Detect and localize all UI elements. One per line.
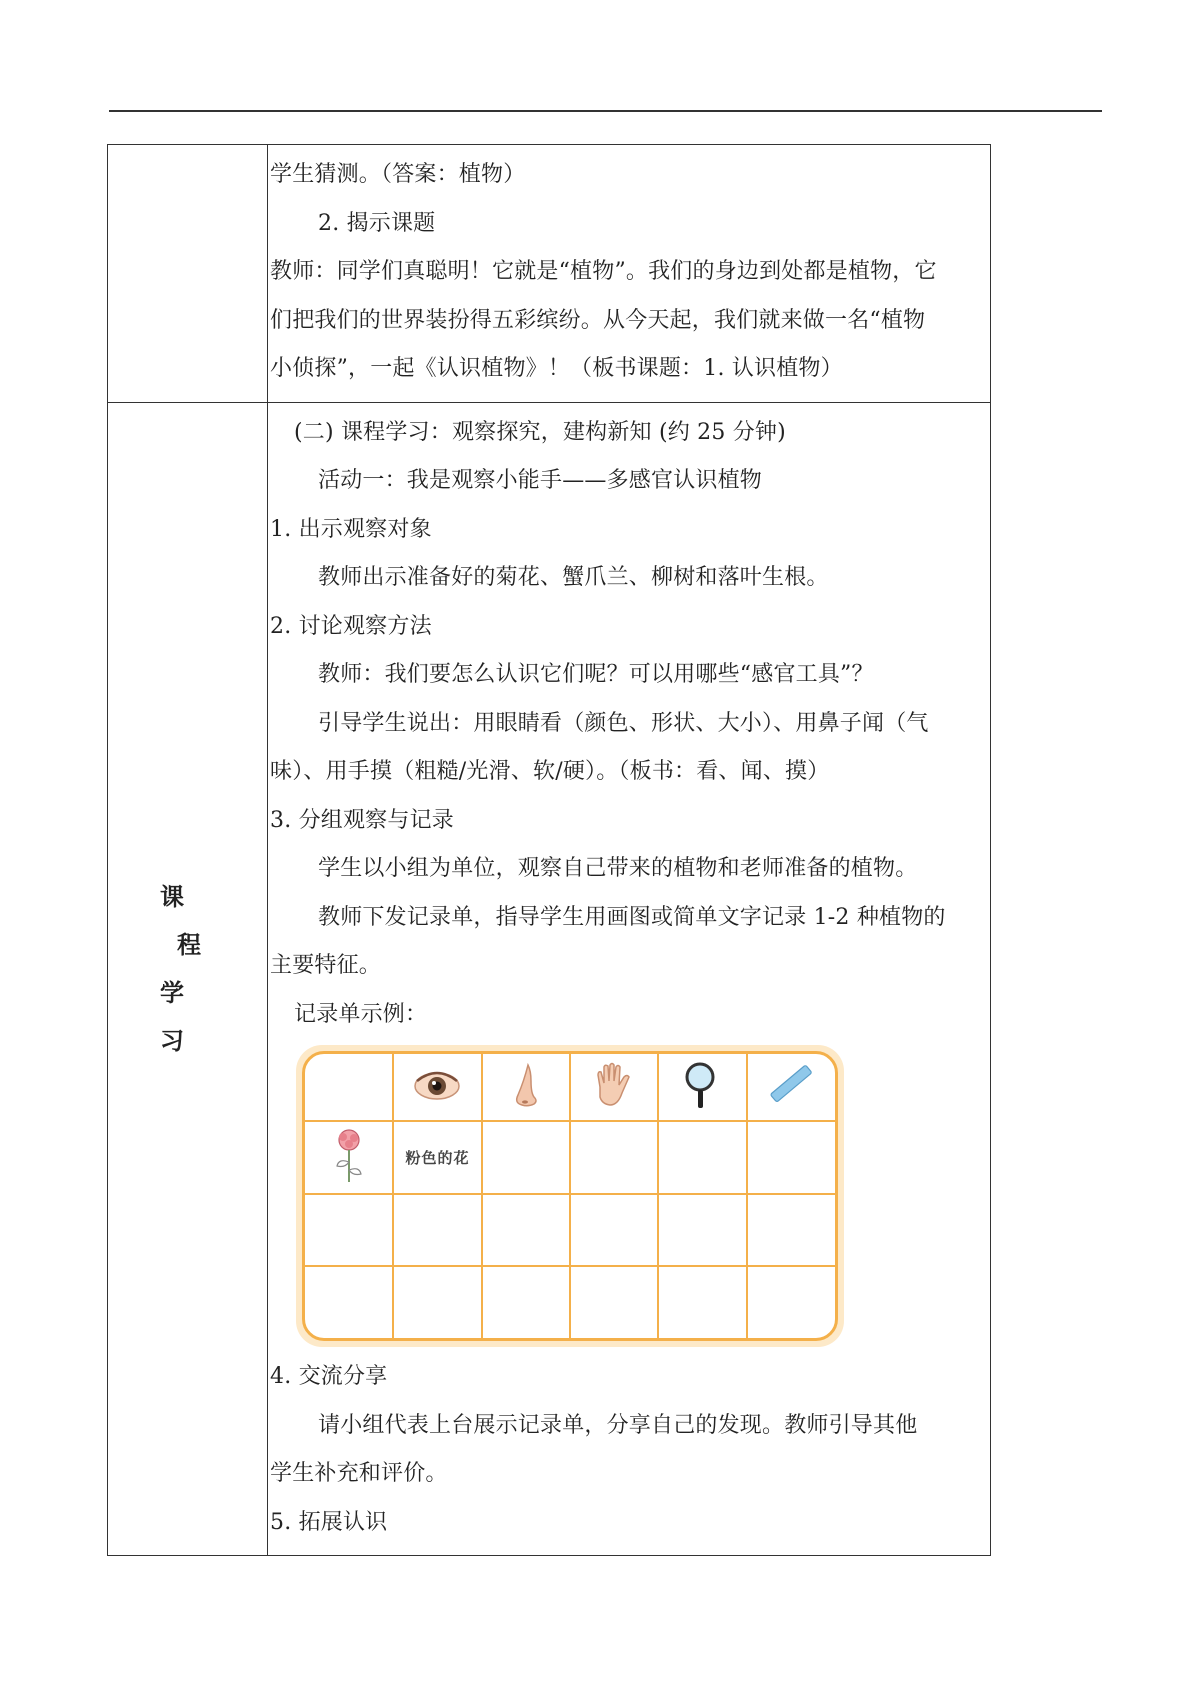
text-line: 引导学生说出：用眼睛看（颜色、形状、大小）、用鼻子闻（气 [318,710,929,736]
sheet-cell [570,1054,658,1121]
sheet-cell [658,1194,746,1267]
text-line: 味）、用手摸（粗糙/光滑、软/硬）。（板书：看、闻、摸） [270,759,830,784]
text-line: 教师下发记录单，指导学生用画图或简单文字记录 1-2 种植物的 [318,904,946,930]
subheading: 2. 揭示课题 [318,210,436,236]
text-line: 主要特征。 [270,953,382,978]
text-line: 们把我们的世界装扮得五彩缤纷。从今天起，我们就来做一名“植物 [270,307,926,333]
sheet-cell [482,1054,570,1121]
sheet-cell [747,1054,835,1121]
section-label-char: 学 [160,978,184,1007]
sheet-cell [305,1054,393,1121]
row-content-cell [268,145,991,403]
text-line: 小侦探”，一起《认识植物》！（板书课题：1. 认识植物） [270,356,843,381]
row-label-cell-empty [108,145,268,403]
table-row [108,402,991,1556]
text-line: 教师：我们要怎么认识它们呢？可以用哪些“感官工具”？ [318,662,874,687]
sheet-cell [658,1121,746,1194]
sheet-cell [393,1121,481,1194]
sheet-cell [305,1266,393,1338]
sheet-cell [747,1194,835,1267]
sheet-cell [393,1054,481,1121]
text-line: 教师出示准备好的菊花、蟹爪兰、柳树和落叶生根。 [318,565,829,590]
record-sheet-grid [305,1054,835,1338]
magnifier-icon [676,1059,728,1111]
section-label-char: 习 [160,1026,184,1055]
page-top-rule [109,110,1102,112]
hand-icon [588,1059,640,1111]
sheet-cell [482,1121,570,1194]
text-line: 学生补充和评价。 [270,1461,448,1486]
section-label-char: 程 [177,930,201,959]
sheet-caption: 记录单示例： [294,1001,428,1027]
record-sheet [296,1045,844,1347]
sheet-cell [482,1266,570,1338]
section-label-char: 课 [160,882,184,911]
step-title: 5. 拓展认识 [270,1509,388,1535]
sheet-cell [747,1266,835,1338]
sheet-cell [393,1266,481,1338]
sheet-cell [570,1194,658,1267]
nose-icon [500,1059,552,1111]
sheet-cell [658,1054,746,1121]
lesson-plan-table [107,144,991,1556]
table-row [108,145,991,403]
sheet-cell [482,1194,570,1267]
section-label [108,873,267,1065]
sheet-cell [305,1121,393,1194]
section-label-cell [108,402,268,1556]
flower-icon [323,1126,375,1186]
sheet-cell [570,1266,658,1338]
sheet-cell [747,1121,835,1194]
sheet-cell [570,1121,658,1194]
record-sheet-figure [270,1039,988,1353]
text-line: 教师：同学们真聪明！它就是“植物”。我们的身边到处都是植物，它 [270,259,937,284]
text-line: 请小组代表上台展示记录单，分享自己的发现。教师引导其他 [318,1412,918,1438]
step-title: 4. 交流分享 [270,1364,388,1389]
step-title: 2. 讨论观察方法 [270,613,432,639]
sheet-cell [393,1194,481,1267]
activity-title: 活动一：我是观察小能手——多感官认识植物 [318,468,763,493]
sheet-cell [305,1194,393,1267]
row-content-cell [268,402,991,1556]
ruler-icon [765,1059,817,1111]
section-title: (二) 课程学习：观察探究，建构新知 (约 25 分钟) [294,419,786,445]
sheet-cell [658,1266,746,1338]
step-title: 3. 分组观察与记录 [270,807,454,833]
text-line: 学生以小组为单位，观察自己带来的植物和老师准备的植物。 [318,856,918,881]
text-line: 学生猜测。（答案：植物） [270,162,526,187]
step-title: 1. 出示观察对象 [270,516,432,542]
eye-icon [411,1059,463,1111]
sample-note: 粉色的花 [405,1149,470,1168]
